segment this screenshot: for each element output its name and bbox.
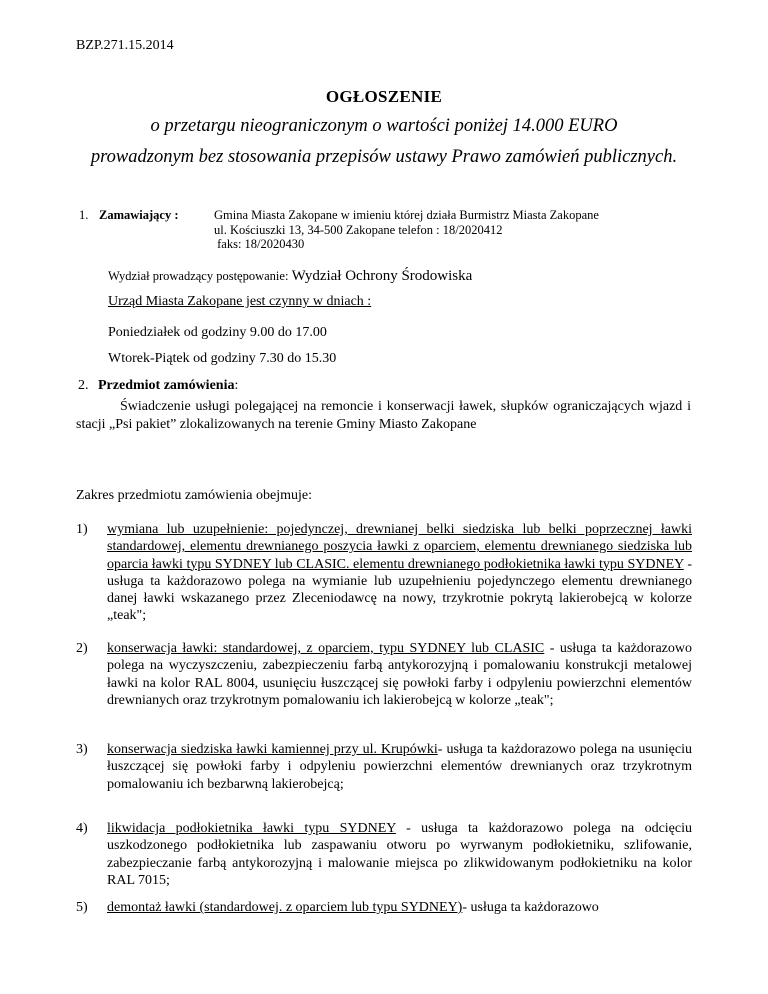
section-2-heading [78,378,238,394]
department-value: Wydział Ochrony Środowiska [291,268,473,284]
list-item-text: - usługa ta każdorazowo [462,900,599,915]
list-item-number: 4) [76,821,88,836]
department-label: Wydział prowadzący postępowanie: [108,269,289,283]
list-item [76,640,692,709]
section-2-colon: : [234,378,239,393]
authority-line: faks: 18/2020430 [214,237,305,251]
list-item-underlined: likwidacja podłokietnika ławki typu SYDNEY [107,821,396,836]
section-1-number: 1. [79,208,89,222]
list-item [76,820,692,889]
subtitle-2: prowadzonym bez stosowania przepisów ustawy Prawo zamówień publicznych. [90,147,678,167]
list-item-text: - usługa ta każdorazowo polega na usunięciu łuszczącej się powłoki farby i odpyleniu powierzchni elementów drewnianych oraz trzykrotnym pomalowaniu ich bezbarwną lakierobejcą; [107,742,692,792]
list-item-underlined: konserwacja ławki: standardowej, z oparciem, typu SYDNEY lub CLASIC [107,641,545,656]
authority-line: Gmina Miasta Zakopane w imieniu której działa Burmistrz Miasta Zakopane [214,208,599,222]
list-item-text: - usługa ta każdorazowo polega na wymianie lub uzupełnieniu pojedynczego elementu drewnianego danej ławki wskazanego przez Zleceniodawcę na nowy, trzykrotnie pokrytą lakierobejcą w kolorze „teak"; [107,556,692,624]
authority-line: ul. Kościuszki 13, 34-500 Zakopane telefon : 18/2020412 [214,222,503,237]
section-1-heading [79,208,179,223]
subject-paragraph: Świadczenie usługi polegającej na remoncie i konserwacji ławek, słupków ograniczających wjazd i stacji „Psi pakiet” zlokalizowanych na terenie Gminy Miasto Zakopane [76,399,691,432]
list-item-number: 1) [76,522,88,537]
section-2-label: Przedmiot zamówienia [98,378,235,393]
department-line [108,268,472,285]
contracting-authority-details [214,208,599,252]
office-hours-monday: Poniedziałek od godziny 9.00 do 17.00 [108,325,327,340]
list-item-number: 3) [76,742,88,757]
list-item-text: - usługa ta każdorazowo polega na wyczyszczeniu, zabezpieczeniu farbą antykorozyjną i pomalowaniu konstrukcji metalowej ławki na kolor RAL 8004, usunięciu łuszczącej się powłoki farby i odpyleniu powierzchni elementów drewnianych oraz trzykrotnym pomalowaniu ich lakierobejcą w kolorze „teak"; [107,641,692,708]
scope-heading: Zakres przedmiotu zamówienia obejmuje: [76,488,312,503]
subtitle-1: o przetargu nieograniczonym o wartości poniżej 14.000 EURO [150,116,618,136]
list-item-underlined: demontaż ławki (standardowej. z oparciem lub typu SYDNEY) [107,900,463,915]
list-item-text: - usługa ta każdorazowo polega na odcięciu uszkodzonego podłokietnika lub zaspawaniu otworu po wyrwanym podłokietniku, szlifowanie, zabezpieczanie farbą antykorozyjną i malowanie miejsca po zlikwidowanym podłokietniku na kolor RAL 7015; [107,821,692,888]
list-item-underlined: konserwacja siedziska ławki kamiennej przy ul. Krupówki [107,742,438,757]
list-item-underlined: wymiana lub uzupełnienie: pojedynczej, drewnianej belki siedziska lub belki poprzecznej ławki standardowej, elementu drewnianego poszycia ławki z oparciem, elementu drewnianego siedziska lub oparcia ławki typu SYDNEY lub CLASIC. elementu drewnianego podłokietnika ławki typu SYDNEY [107,522,692,572]
section-1-label: Zamawiający : [99,208,179,222]
section-2-number: 2. [78,378,89,393]
list-item-number: 5) [76,900,88,915]
page-title: OGŁOSZENIE [325,87,443,106]
reference-number: BZP.271.15.2014 [76,38,174,53]
list-item [76,741,692,793]
office-hours-tue-fri: Wtorek-Piątek od godziny 7.30 do 15.30 [108,351,337,366]
list-item [76,899,692,916]
list-item-number: 2) [76,641,88,656]
list-item [76,521,692,625]
office-hours-heading: Urząd Miasta Zakopane jest czynny w dniach : [108,294,372,309]
